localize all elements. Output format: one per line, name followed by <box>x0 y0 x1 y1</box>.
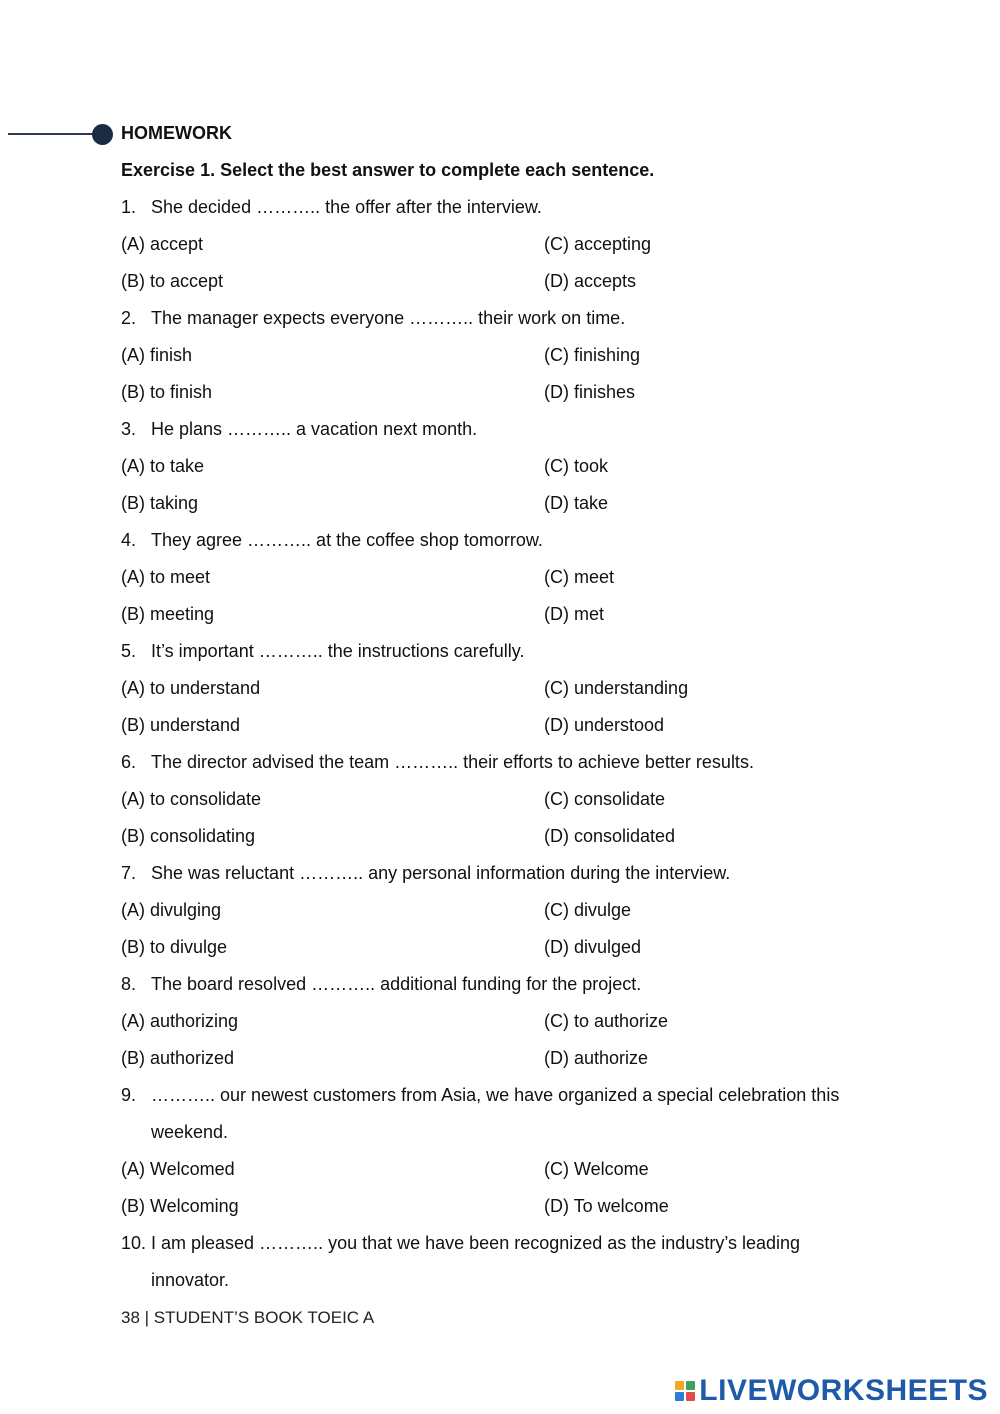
options-row <box>121 670 881 707</box>
option-a[interactable]: (A) to meet <box>121 567 211 587</box>
option-d[interactable]: (D) consolidated <box>544 826 676 846</box>
question-text: The board resolved ……….. additional funding for the project. <box>151 974 642 994</box>
options-row <box>121 448 881 485</box>
question-text: The director advised the team ……….. their efforts to achieve better results. <box>151 752 754 772</box>
section-bullet-icon <box>92 124 113 145</box>
options-row <box>121 929 881 966</box>
options-row <box>121 781 881 818</box>
options-row <box>121 818 881 855</box>
question-number: 7. <box>121 863 137 883</box>
options-row <box>121 485 881 522</box>
question-text: She decided ……….. the offer after the interview. <box>151 197 542 217</box>
question-text-continued: innovator. <box>151 1270 230 1290</box>
logo-square-2 <box>686 1381 695 1390</box>
option-c[interactable]: (C) meet <box>544 567 615 587</box>
option-b[interactable]: (B) to accept <box>121 271 224 291</box>
question-6 <box>121 744 881 781</box>
question-number: 5. <box>121 641 137 661</box>
option-d[interactable]: (D) finishes <box>544 382 636 402</box>
option-b[interactable]: (B) meeting <box>121 604 215 624</box>
options-row <box>121 263 881 300</box>
option-b[interactable]: (B) to finish <box>121 382 213 402</box>
options-row <box>121 226 881 263</box>
option-a[interactable]: (A) divulging <box>121 900 222 920</box>
option-a[interactable]: (A) Welcomed <box>121 1159 235 1179</box>
question-5 <box>121 633 881 670</box>
question-number: 4. <box>121 530 137 550</box>
option-c[interactable]: (C) understanding <box>544 678 689 698</box>
option-a[interactable]: (A) to consolidate <box>121 789 262 809</box>
question-9 <box>121 1077 881 1114</box>
question-1 <box>121 189 881 226</box>
option-b[interactable]: (B) to divulge <box>121 937 228 957</box>
logo-square-3 <box>675 1392 684 1401</box>
page-footer: 38 | STUDENT’S BOOK TOEIC A <box>121 1308 375 1327</box>
option-a[interactable]: (A) to take <box>121 456 205 476</box>
question-number: 8. <box>121 974 137 994</box>
question-7 <box>121 855 881 892</box>
option-b[interactable]: (B) understand <box>121 715 241 735</box>
option-d[interactable]: (D) understood <box>544 715 665 735</box>
question-number: 9. <box>121 1085 137 1105</box>
question-text: They agree ……….. at the coffee shop tomorrow. <box>151 530 543 550</box>
question-number: 6. <box>121 752 137 772</box>
question-text: It’s important ……….. the instructions carefully. <box>151 641 525 661</box>
options-row <box>121 707 881 744</box>
question-text: ……….. our newest customers from Asia, we have organized a special celebration this <box>151 1085 840 1105</box>
option-b[interactable]: (B) consolidating <box>121 826 256 846</box>
option-a[interactable]: (A) finish <box>121 345 193 365</box>
option-c[interactable]: (C) finishing <box>544 345 641 365</box>
options-row <box>121 374 881 411</box>
option-d[interactable]: (D) accepts <box>544 271 637 291</box>
question-list <box>121 189 881 1299</box>
option-c[interactable]: (C) consolidate <box>544 789 666 809</box>
brand-name: LIVEWORKSHEETS <box>699 1374 988 1407</box>
option-d[interactable]: (D) To welcome <box>544 1196 669 1216</box>
option-b[interactable]: (B) authorized <box>121 1048 235 1068</box>
options-row <box>121 1003 881 1040</box>
question-number: 10. <box>121 1233 147 1253</box>
brand-watermark <box>675 1374 988 1408</box>
question-text: He plans ……….. a vacation next month. <box>151 419 478 439</box>
question-10 <box>121 1225 881 1262</box>
logo-square-1 <box>675 1381 684 1390</box>
option-c[interactable]: (C) accepting <box>544 234 652 254</box>
question-2 <box>121 300 881 337</box>
option-d[interactable]: (D) authorize <box>544 1048 649 1068</box>
options-row <box>121 337 881 374</box>
question-text-continued: weekend. <box>151 1122 229 1142</box>
option-a[interactable]: (A) authorizing <box>121 1011 239 1031</box>
question-text: The manager expects everyone ……….. their work on time. <box>151 308 626 328</box>
section-title: HOMEWORK <box>121 123 232 143</box>
option-c[interactable]: (C) to authorize <box>544 1011 669 1031</box>
options-row <box>121 1188 881 1225</box>
question-text: She was reluctant ……….. any personal information during the interview. <box>151 863 731 883</box>
options-row <box>121 1151 881 1188</box>
option-a[interactable]: (A) to understand <box>121 678 261 698</box>
option-c[interactable]: (C) Welcome <box>544 1159 649 1179</box>
option-d[interactable]: (D) divulged <box>544 937 642 957</box>
option-a[interactable]: (A) accept <box>121 234 204 254</box>
options-row <box>121 1040 881 1077</box>
question-3 <box>121 411 881 448</box>
question-number: 1. <box>121 197 137 217</box>
question-8 <box>121 966 881 1003</box>
option-c[interactable]: (C) took <box>544 456 609 476</box>
section-divider-line <box>8 133 96 135</box>
question-text: I am pleased ……….. you that we have been recognized as the industry’s leading <box>151 1233 801 1253</box>
option-d[interactable]: (D) met <box>544 604 604 624</box>
question-number: 2. <box>121 308 137 328</box>
option-c[interactable]: (C) divulge <box>544 900 632 920</box>
logo-square-4 <box>686 1392 695 1401</box>
option-d[interactable]: (D) take <box>544 493 609 513</box>
liveworksheets-logo-icon <box>675 1381 695 1401</box>
option-b[interactable]: (B) Welcoming <box>121 1196 239 1216</box>
exercise-title: Exercise 1. Select the best answer to complete each sentence. <box>121 160 655 180</box>
question-number: 3. <box>121 419 137 439</box>
option-b[interactable]: (B) taking <box>121 493 199 513</box>
options-row <box>121 559 881 596</box>
options-row <box>121 892 881 929</box>
options-row <box>121 596 881 633</box>
question-4 <box>121 522 881 559</box>
